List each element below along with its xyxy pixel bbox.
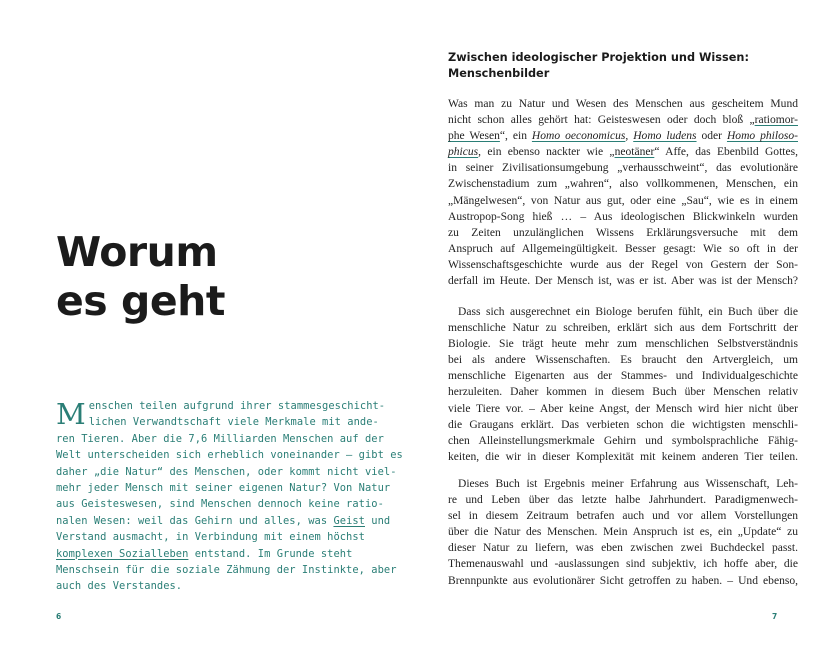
body-line: Dieses Buch ist Ergebnis meiner Erfahrung aus Wissenschaft, Leh-	[458, 478, 798, 490]
body-line: sel in diesem Zeitraum betrafen auch und vor allem Vorstellungen	[448, 510, 798, 523]
chapter-title	[56, 228, 225, 326]
body-text: oder	[696, 130, 727, 143]
body-text: nicht schon alles gehört hat: Geisteswesen oder doch bloß „	[448, 114, 755, 127]
body-line: Themenauswahl und -auslassungen sind subjektiv, ich hoffe aber, die	[448, 558, 798, 571]
body-line: Biologie. Sie trägt heute mehr zum menschlichen Selbstverständnis	[448, 338, 798, 351]
intro-text: nalen Wesen: weil das Gehirn und alles, was	[56, 514, 334, 527]
body-line: menschliche Natur zu schreiben, erklärt sich aus dem Fortschritt der	[448, 322, 798, 335]
intro-line: aus Geisteswesen, sind Menschen dennoch keine ratio-	[56, 498, 384, 511]
intro-text: entstand. Im Grunde steht	[188, 547, 353, 560]
page-number-right: 7	[772, 612, 778, 621]
glossary-link-homo-ludens[interactable]: Homo ludens	[633, 130, 697, 143]
body-line: zu Zeiten unzulänglichen Wissens Erklärungsversuche mit dem	[448, 226, 798, 239]
glossary-link-sozialleben[interactable]: komplexen Sozialleben	[56, 547, 189, 560]
body-line	[448, 112, 798, 128]
intro-line: enschen teilen aufgrund ihrer stammesgeschicht-	[88, 400, 386, 412]
intro-line: daher „die Natur“ des Menschen, oder kommt nicht viel-	[56, 465, 397, 478]
left-page	[0, 0, 416, 648]
chapter-title-line: Worum	[56, 228, 218, 276]
body-line: Was man zu Natur und Wesen des Menschen aus gescheitem Mund	[448, 98, 798, 110]
intro-line: ren Tieren. Aber die 7,6 Milliarden Menschen auf der	[56, 432, 384, 445]
body-line: dieser Natur zu liefern, was eben zwischen zwei Buchdeckel passt.	[448, 542, 798, 555]
glossary-link-ratiomorph[interactable]: ratiomor-	[754, 114, 798, 127]
body-line: herzuleiten. Daher kommen in diesem Buch über Menschen relativ	[448, 386, 798, 399]
body-line: Anspruch auf Allgemeingültigkeit. Besser gesagt: Wie so oft in der	[448, 242, 798, 255]
chapter-title-line: es geht	[56, 277, 225, 325]
body-line: Zwischenstadium zum „wahren“, also vollkommenen, Menschen, ein	[448, 178, 798, 191]
body-line: Dass sich ausgerechnet ein Biologe berufen fühlt, ein Buch über die	[458, 306, 798, 318]
intro-line	[56, 546, 386, 562]
body-text: ,	[625, 130, 634, 143]
body-line	[448, 144, 798, 160]
right-page	[416, 0, 833, 648]
heading-line: Menschenbilder	[448, 67, 550, 80]
body-line: derfall im Heute. Der Mensch ist, was er ist. Aber was ist der Mensch?	[448, 275, 798, 288]
body-line: Brennpunkte aus evolutionärer Sicht getroffen zu haben. – Und ebenso,	[448, 574, 798, 587]
intro-text: und	[364, 514, 391, 527]
page-number-left: 6	[56, 612, 62, 621]
intro-paragraph	[56, 397, 403, 595]
body-line	[448, 128, 798, 144]
body-paragraph-2	[448, 304, 798, 465]
body-line: in seiner Zivilisationsumgebung „verhausschweint“, das evolutionäre	[448, 162, 798, 175]
body-text: , ein ebenso nackter wie „	[478, 146, 615, 159]
body-line: chen Alleinstellungsmerkmale Gehirn und symbolsprachliche Fähig-	[448, 434, 798, 447]
body-text: “, ein	[499, 130, 532, 143]
body-paragraph-3	[448, 476, 798, 589]
intro-line: Verstand ausmacht, in Verbindung mit einem höchst	[56, 531, 365, 544]
body-line: re und Leben über das letzte halbe Jahrhundert. Paradigmenwech-	[448, 494, 798, 507]
body-line: Wissenschaftsgeschichte wurde aus der Regel von Gestern der Son-	[448, 258, 798, 271]
section-heading	[448, 50, 790, 82]
glossary-link-homo-philosophicus[interactable]: phicus	[448, 146, 479, 159]
intro-line: lichen Verwandtschaft viele Merkmale mit ande-	[88, 416, 379, 429]
heading-line: Zwischen ideologischer Projektion und Wissen:	[448, 51, 749, 64]
drop-cap: M	[56, 397, 86, 431]
body-line: menschliche Eigenarten aus der Stammes- und Individualgeschichte	[448, 370, 798, 383]
intro-line: mehr jeder Mensch mit seiner eigenen Natur? Von Natur	[56, 482, 391, 495]
body-line: „Mängelwesen“, von Natur aus gut, oder eine „Sau“, wie es in einem	[448, 194, 798, 207]
body-line: über die Natur des Menschen. Mein Anspruch ist es, ein „Update“ zu	[448, 526, 798, 539]
glossary-link-ratiomorph[interactable]: phe Wesen	[448, 130, 500, 143]
body-line: keiten, die wir in dieser Komplexität mit keinem anderen Tier teilen.	[448, 450, 798, 463]
intro-line: auch des Verstandes.	[56, 580, 183, 593]
intro-line: Welt unterscheiden sich erheblich voneinander – gibt es	[56, 449, 403, 462]
glossary-link-neotaen[interactable]: neotäner	[614, 146, 655, 159]
glossary-link-homo-philosophicus[interactable]: Homo philoso-	[726, 130, 798, 143]
glossary-link-geist[interactable]: Geist	[333, 514, 365, 527]
body-text: “ Affe, das Ebenbild Gottes,	[654, 146, 799, 159]
body-line: die Graugans erklärt. Das verbieten schon die wichtigsten menschli-	[448, 418, 798, 431]
body-paragraph-1	[448, 96, 798, 289]
body-line: viele Tiere vor. – Aber keine Angst, der Mensch wird hier nicht über	[448, 402, 798, 415]
intro-line: Menschsein für die soziale Zähmung der Instinkte, aber	[56, 564, 397, 577]
body-line: bei als andere Wissenschaften. Es braucht den Artvergleich, um	[448, 354, 798, 367]
body-line: Austropop-Song hieß … – Aus ideologischen Blickwinkeln wurden	[448, 210, 798, 223]
intro-line	[56, 513, 391, 529]
glossary-link-homo-oeconomicus[interactable]: Homo oeconomicus	[531, 130, 626, 143]
